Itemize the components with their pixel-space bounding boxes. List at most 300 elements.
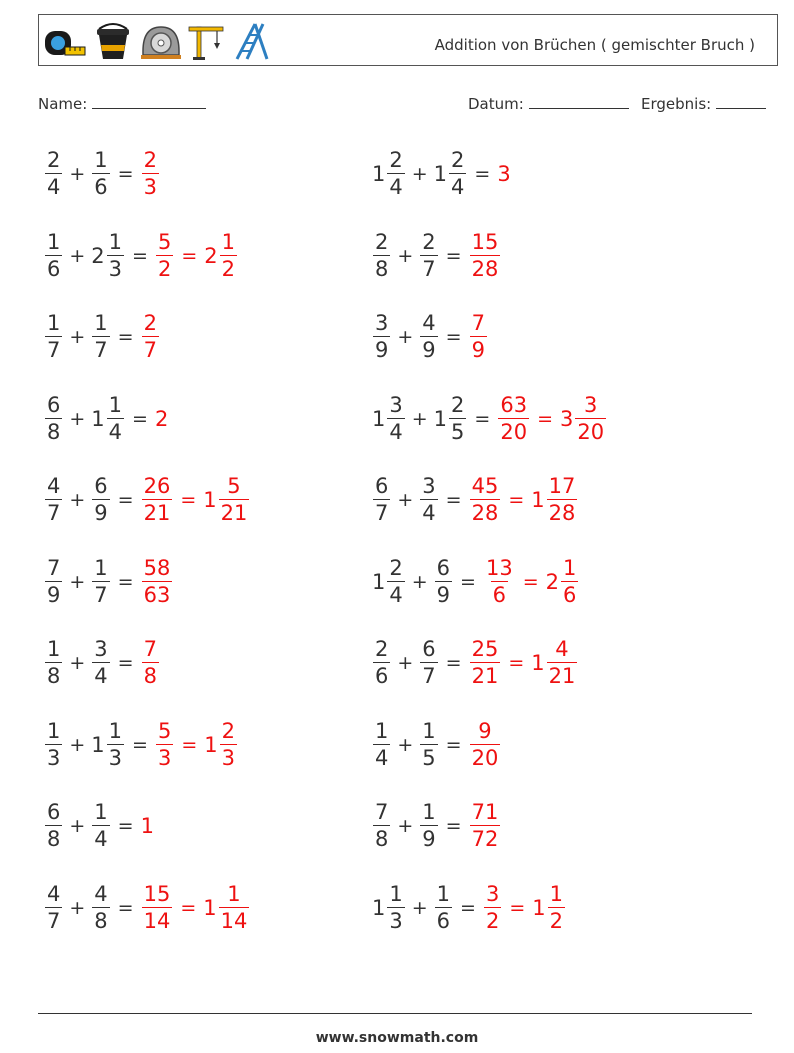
addend-a-denominator: 8 bbox=[375, 827, 389, 851]
addend-a bbox=[372, 555, 406, 607]
answer-value-whole: 2 bbox=[154, 406, 169, 431]
answer-equals-sign: = bbox=[537, 407, 553, 430]
addend-b-numerator: 3 bbox=[422, 474, 436, 498]
answer-mixed bbox=[545, 555, 580, 607]
answer-value-fraction bbox=[470, 639, 501, 687]
problem-item bbox=[372, 389, 607, 449]
addend-b bbox=[433, 392, 468, 444]
answer-mixed bbox=[531, 639, 578, 687]
addend-b bbox=[91, 392, 125, 444]
answer-value-denominator: 8 bbox=[143, 664, 157, 688]
addend-b-fraction bbox=[420, 639, 437, 687]
addend-a-numerator: 2 bbox=[47, 148, 61, 172]
addend-b bbox=[419, 229, 438, 281]
plus-sign: + bbox=[69, 163, 86, 185]
answer-value bbox=[155, 407, 169, 431]
result-line[interactable] bbox=[716, 94, 766, 109]
answer-value-denominator: 21 bbox=[143, 501, 171, 525]
addend-a bbox=[44, 392, 63, 444]
problem-item bbox=[44, 878, 250, 938]
plus-sign: + bbox=[397, 326, 414, 348]
addend-a-fraction bbox=[45, 881, 62, 933]
answer-value bbox=[469, 639, 502, 687]
answer-mixed-whole: 3 bbox=[560, 406, 574, 431]
addend-b-numerator: 1 bbox=[94, 555, 108, 580]
answer-value-denominator: 2 bbox=[485, 908, 500, 933]
answer-value-denominator: 7 bbox=[143, 338, 157, 362]
plus-sign: + bbox=[69, 896, 86, 919]
answer-mixed-numerator: 4 bbox=[555, 637, 569, 661]
addend-a bbox=[44, 150, 63, 198]
equals-sign: = bbox=[474, 163, 491, 185]
answer-value-numerator: 15 bbox=[471, 229, 499, 254]
answer-value-denominator: 20 bbox=[500, 419, 528, 444]
answer-value-denominator: 28 bbox=[471, 256, 499, 281]
addend-b-fraction bbox=[107, 392, 124, 444]
answer bbox=[469, 718, 502, 770]
answer-value bbox=[469, 229, 502, 281]
addend-a-denominator: 7 bbox=[375, 501, 389, 525]
footer-divider bbox=[38, 1013, 752, 1014]
addend-b-fraction bbox=[107, 229, 124, 281]
answer-value bbox=[483, 881, 502, 933]
answer-mixed-fraction bbox=[219, 881, 250, 933]
addend-a-denominator: 4 bbox=[389, 419, 403, 444]
addend-a-fraction bbox=[387, 150, 404, 198]
answer-equals-sign: = bbox=[522, 570, 539, 593]
answer-value bbox=[141, 150, 160, 198]
tape-measure-icon bbox=[43, 21, 87, 61]
answer-equals-sign: = bbox=[508, 489, 525, 511]
answer-mixed-fraction bbox=[220, 229, 237, 281]
answer-mixed-whole: 2 bbox=[545, 569, 559, 594]
addend-b-fraction bbox=[92, 313, 109, 361]
addend-a bbox=[372, 150, 406, 198]
addend-b-numerator: 6 bbox=[436, 555, 451, 580]
addend-b-numerator: 1 bbox=[94, 311, 108, 335]
addend-a-numerator: 3 bbox=[375, 311, 389, 335]
answer-value bbox=[469, 476, 502, 524]
addend-b bbox=[91, 313, 110, 361]
addend-b-numerator: 1 bbox=[422, 718, 436, 743]
addend-a bbox=[44, 639, 63, 687]
addend-a-denominator: 6 bbox=[47, 256, 61, 281]
result-label: Ergebnis: bbox=[641, 95, 712, 113]
addend-b bbox=[91, 881, 110, 933]
equals-sign: = bbox=[445, 815, 462, 837]
addend-b-numerator: 6 bbox=[422, 637, 436, 661]
answer-value-denominator: 3 bbox=[157, 745, 172, 770]
answer-mixed-fraction bbox=[561, 555, 578, 607]
answer bbox=[141, 555, 174, 607]
addend-b-numerator: 1 bbox=[108, 229, 123, 254]
addend-b-denominator: 7 bbox=[422, 664, 436, 688]
problem-item bbox=[44, 470, 250, 530]
addend-b bbox=[434, 150, 468, 198]
answer bbox=[469, 639, 579, 687]
answer-value bbox=[141, 639, 160, 687]
addend-a-fraction bbox=[387, 881, 404, 933]
addend-a-denominator: 8 bbox=[47, 419, 61, 444]
date-line[interactable] bbox=[529, 94, 629, 109]
addend-b-numerator: 4 bbox=[94, 881, 108, 906]
answer-value-numerator: 13 bbox=[485, 555, 513, 580]
circular-saw-icon bbox=[139, 21, 183, 61]
equals-sign: = bbox=[117, 896, 134, 919]
addend-b-denominator: 3 bbox=[108, 745, 123, 770]
answer-mixed-denominator: 14 bbox=[220, 908, 248, 933]
addend-b-denominator: 6 bbox=[436, 908, 451, 933]
answer-mixed-fraction bbox=[219, 476, 250, 524]
addend-b-fraction bbox=[420, 476, 437, 524]
answer-mixed-whole: 2 bbox=[204, 243, 218, 268]
crane-icon bbox=[187, 21, 227, 61]
addend-b-numerator: 2 bbox=[422, 229, 436, 254]
name-field[interactable] bbox=[38, 94, 206, 113]
answer-value-denominator: 21 bbox=[471, 664, 499, 688]
answer-value-whole: 3 bbox=[497, 162, 511, 186]
equals-sign: = bbox=[117, 326, 134, 348]
addend-a bbox=[372, 718, 391, 770]
addend-a-denominator: 8 bbox=[47, 664, 61, 688]
plus-sign: + bbox=[69, 326, 86, 348]
addend-a bbox=[44, 313, 63, 361]
ladder-icon bbox=[231, 21, 271, 61]
addend-b bbox=[91, 802, 110, 850]
answer-value-fraction bbox=[484, 881, 501, 933]
answer-value bbox=[141, 476, 174, 524]
addend-a-fraction bbox=[45, 802, 62, 850]
equals-sign: = bbox=[117, 652, 134, 674]
equals-sign: = bbox=[460, 896, 476, 919]
addend-b-denominator: 9 bbox=[422, 827, 436, 851]
addend-a-denominator: 9 bbox=[47, 582, 61, 607]
addend-a-fraction bbox=[373, 639, 390, 687]
addend-b-denominator: 4 bbox=[422, 501, 436, 525]
addend-a-whole: 1 bbox=[372, 162, 386, 186]
answer-mixed-whole: 1 bbox=[204, 732, 218, 757]
addend-a-fraction bbox=[45, 476, 62, 524]
answer bbox=[155, 229, 238, 281]
addend-b-denominator: 4 bbox=[94, 664, 108, 688]
addend-a bbox=[44, 881, 63, 933]
equals-sign: = bbox=[474, 407, 491, 430]
result-field[interactable] bbox=[641, 94, 766, 113]
equals-sign: = bbox=[445, 489, 462, 511]
answer-mixed-whole: 1 bbox=[531, 651, 545, 675]
equals-sign: = bbox=[132, 407, 148, 430]
problem-item bbox=[372, 633, 578, 693]
answer-value-fraction bbox=[142, 476, 173, 524]
addend-a bbox=[372, 392, 406, 444]
answer-value bbox=[141, 814, 155, 838]
answer-value-numerator: 5 bbox=[157, 718, 172, 743]
addend-b-numerator: 4 bbox=[422, 311, 436, 335]
plus-sign: + bbox=[397, 489, 414, 511]
answer-value-fraction bbox=[470, 718, 501, 770]
addend-a-fraction bbox=[45, 150, 62, 198]
date-field[interactable] bbox=[468, 94, 629, 113]
addend-a-numerator: 7 bbox=[375, 800, 389, 824]
addend-b-whole: 2 bbox=[91, 243, 105, 268]
answer-value bbox=[141, 881, 174, 933]
answer-value-numerator: 63 bbox=[500, 392, 528, 417]
answer-value-numerator: 45 bbox=[471, 474, 499, 498]
plus-sign: + bbox=[69, 733, 86, 756]
worksheet-header bbox=[38, 14, 778, 66]
name-label: Name: bbox=[38, 95, 88, 113]
addend-b bbox=[91, 476, 110, 524]
answer-mixed-fraction bbox=[547, 639, 578, 687]
plus-sign: + bbox=[69, 244, 86, 267]
answer-mixed-denominator: 2 bbox=[221, 256, 236, 281]
addend-b bbox=[419, 639, 438, 687]
addend-b-fraction bbox=[92, 639, 109, 687]
addend-b-numerator: 6 bbox=[94, 474, 108, 498]
answer-mixed-numerator: 1 bbox=[563, 555, 577, 580]
answer-value-numerator: 3 bbox=[485, 881, 500, 906]
answer-mixed-numerator: 17 bbox=[548, 474, 576, 498]
answer bbox=[141, 814, 155, 838]
addend-a-fraction bbox=[45, 718, 62, 770]
answer-mixed-numerator: 1 bbox=[221, 229, 236, 254]
answer-value-numerator: 71 bbox=[471, 800, 499, 824]
answer-value-numerator: 2 bbox=[143, 311, 157, 335]
answer-value-fraction bbox=[498, 392, 529, 444]
addend-b-fraction bbox=[107, 718, 124, 770]
equals-sign: = bbox=[445, 652, 462, 674]
addend-b bbox=[91, 229, 125, 281]
answer-mixed bbox=[532, 881, 566, 933]
answer-value bbox=[141, 313, 160, 361]
equals-sign: = bbox=[445, 244, 462, 267]
date-label: Datum: bbox=[468, 95, 524, 113]
addend-b-fraction bbox=[420, 313, 437, 361]
plus-sign: + bbox=[397, 815, 414, 837]
addend-b-numerator: 1 bbox=[94, 148, 108, 172]
answer-value-numerator: 7 bbox=[143, 637, 157, 661]
equals-sign: = bbox=[445, 326, 462, 348]
answer-value-numerator: 15 bbox=[143, 881, 171, 906]
answer-value-fraction bbox=[142, 150, 159, 198]
answer-value-fraction bbox=[142, 881, 173, 933]
addend-a bbox=[372, 476, 391, 524]
answer-value bbox=[469, 313, 488, 361]
addend-b bbox=[419, 718, 438, 770]
answer bbox=[469, 802, 502, 850]
plus-sign: + bbox=[397, 652, 414, 674]
answer-value-denominator: 20 bbox=[471, 745, 499, 770]
answer-mixed-denominator: 20 bbox=[577, 419, 605, 444]
name-line[interactable] bbox=[92, 94, 206, 109]
answer-mixed-numerator: 3 bbox=[584, 392, 598, 417]
answer-value bbox=[483, 555, 516, 607]
addend-a bbox=[372, 802, 391, 850]
addend-a-numerator: 2 bbox=[389, 148, 403, 172]
addend-a-fraction bbox=[373, 802, 390, 850]
answer-mixed-fraction bbox=[220, 718, 237, 770]
addend-b bbox=[91, 555, 110, 607]
answer-value bbox=[469, 718, 502, 770]
addend-b-fraction bbox=[449, 150, 466, 198]
answer-value bbox=[469, 802, 502, 850]
addend-b bbox=[419, 476, 438, 524]
addend-a bbox=[372, 313, 391, 361]
addend-b-numerator: 3 bbox=[94, 637, 108, 661]
answer-mixed-numerator: 1 bbox=[227, 881, 241, 906]
answer-mixed-numerator: 5 bbox=[227, 474, 241, 498]
addend-a-denominator: 8 bbox=[47, 827, 61, 851]
answer-mixed bbox=[204, 718, 238, 770]
addend-b-denominator: 7 bbox=[94, 338, 108, 362]
answer-value-numerator: 5 bbox=[157, 229, 172, 254]
answer-value-numerator: 2 bbox=[143, 148, 157, 172]
answer-mixed-denominator: 28 bbox=[548, 501, 576, 525]
answer bbox=[141, 881, 251, 933]
plus-sign: + bbox=[69, 489, 86, 511]
plus-sign: + bbox=[411, 570, 428, 593]
answer-value bbox=[141, 555, 174, 607]
addend-a-numerator: 6 bbox=[375, 474, 389, 498]
answer-mixed-fraction bbox=[548, 881, 565, 933]
addend-a-numerator: 7 bbox=[47, 555, 61, 580]
answer-mixed-denominator: 3 bbox=[221, 745, 236, 770]
addend-a bbox=[44, 476, 63, 524]
answer-value-fraction bbox=[156, 718, 173, 770]
plus-sign: + bbox=[69, 815, 86, 837]
problem-item bbox=[44, 715, 238, 775]
answer-value-fraction bbox=[470, 476, 501, 524]
addend-b-denominator: 9 bbox=[94, 501, 108, 525]
answer bbox=[141, 476, 251, 524]
addend-a-fraction bbox=[387, 555, 404, 607]
answer-value bbox=[497, 162, 511, 186]
addend-a bbox=[44, 802, 63, 850]
addend-b-whole: 1 bbox=[433, 162, 448, 186]
answer-equals-sign: = bbox=[508, 652, 525, 674]
answer-mixed-fraction bbox=[547, 476, 578, 524]
answer bbox=[483, 555, 579, 607]
addend-a-whole: 1 bbox=[372, 406, 386, 431]
addend-a-fraction bbox=[373, 313, 390, 361]
addend-b-denominator: 4 bbox=[451, 175, 465, 199]
problem-item bbox=[372, 144, 512, 204]
addend-b-whole: 1 bbox=[433, 406, 448, 431]
problem-item bbox=[44, 307, 160, 367]
answer-value bbox=[155, 229, 174, 281]
equals-sign: = bbox=[117, 163, 134, 185]
addend-b bbox=[91, 150, 110, 198]
addend-b bbox=[434, 555, 453, 607]
addend-b-whole: 1 bbox=[91, 732, 105, 757]
equals-sign: = bbox=[445, 733, 462, 756]
answer-mixed-whole: 1 bbox=[203, 488, 217, 512]
answer-equals-sign: = bbox=[180, 896, 197, 919]
addend-b-denominator: 7 bbox=[94, 582, 108, 607]
addend-a-denominator: 4 bbox=[389, 175, 403, 199]
addend-b-denominator: 6 bbox=[94, 175, 108, 199]
addend-a-denominator: 4 bbox=[47, 175, 61, 199]
addend-b-denominator: 3 bbox=[108, 256, 123, 281]
addend-b-numerator: 1 bbox=[422, 800, 436, 824]
addend-b-fraction bbox=[420, 802, 437, 850]
answer-value-numerator: 58 bbox=[143, 555, 171, 580]
addend-a bbox=[44, 229, 63, 281]
answer-equals-sign: = bbox=[181, 244, 198, 267]
plus-sign: + bbox=[411, 407, 428, 430]
answer-value-fraction bbox=[142, 555, 173, 607]
answer bbox=[497, 392, 607, 444]
answer-mixed-fraction bbox=[575, 392, 606, 444]
addend-a-denominator: 9 bbox=[375, 338, 389, 362]
addend-a-numerator: 1 bbox=[47, 229, 61, 254]
problem-item bbox=[372, 470, 578, 530]
addend-a bbox=[372, 639, 391, 687]
addend-a-denominator: 4 bbox=[389, 582, 403, 607]
answer-value-fraction bbox=[156, 229, 173, 281]
answer bbox=[155, 407, 169, 431]
addend-a-numerator: 6 bbox=[47, 392, 61, 417]
equals-sign: = bbox=[460, 570, 476, 593]
answer-mixed-numerator: 2 bbox=[221, 718, 236, 743]
answer bbox=[141, 313, 160, 361]
addend-a-denominator: 7 bbox=[47, 338, 61, 362]
addend-a-denominator: 4 bbox=[375, 745, 389, 770]
problem-item bbox=[44, 226, 238, 286]
addend-a-fraction bbox=[45, 555, 62, 607]
addend-b-fraction bbox=[92, 476, 109, 524]
problem-item bbox=[372, 715, 501, 775]
addend-b-fraction bbox=[420, 718, 437, 770]
plus-sign: + bbox=[411, 163, 428, 185]
addend-b-numerator: 2 bbox=[451, 392, 465, 417]
addend-a bbox=[44, 555, 63, 607]
plus-sign: + bbox=[397, 244, 414, 267]
addend-b bbox=[419, 313, 438, 361]
bucket-icon bbox=[91, 21, 135, 61]
addend-a-fraction bbox=[373, 229, 390, 281]
addend-b bbox=[434, 881, 453, 933]
addend-b-denominator: 4 bbox=[94, 827, 108, 851]
answer bbox=[155, 718, 238, 770]
addend-b-denominator: 8 bbox=[94, 908, 108, 933]
answer-mixed-denominator: 2 bbox=[549, 908, 564, 933]
answer bbox=[469, 476, 579, 524]
addend-a-fraction bbox=[45, 392, 62, 444]
answer-mixed-numerator: 1 bbox=[549, 881, 564, 906]
addend-a bbox=[44, 718, 63, 770]
addend-a-fraction bbox=[45, 639, 62, 687]
answer bbox=[483, 881, 566, 933]
addend-b-fraction bbox=[92, 150, 109, 198]
addend-a-numerator: 6 bbox=[47, 800, 61, 824]
addend-b-denominator: 9 bbox=[436, 582, 451, 607]
answer-mixed-denominator: 6 bbox=[563, 582, 577, 607]
answer bbox=[141, 150, 160, 198]
addend-a-whole: 1 bbox=[372, 895, 386, 920]
problem-item bbox=[372, 307, 488, 367]
addend-a-fraction bbox=[387, 392, 404, 444]
plus-sign: + bbox=[397, 733, 414, 756]
plus-sign: + bbox=[69, 570, 86, 593]
answer-mixed-whole: 1 bbox=[531, 488, 545, 512]
addend-a-numerator: 3 bbox=[389, 392, 403, 417]
answer-value-denominator: 28 bbox=[471, 501, 499, 525]
answer-value bbox=[155, 718, 174, 770]
answer-value-denominator: 9 bbox=[471, 338, 485, 362]
problem-item bbox=[44, 144, 160, 204]
answer-mixed bbox=[203, 476, 250, 524]
